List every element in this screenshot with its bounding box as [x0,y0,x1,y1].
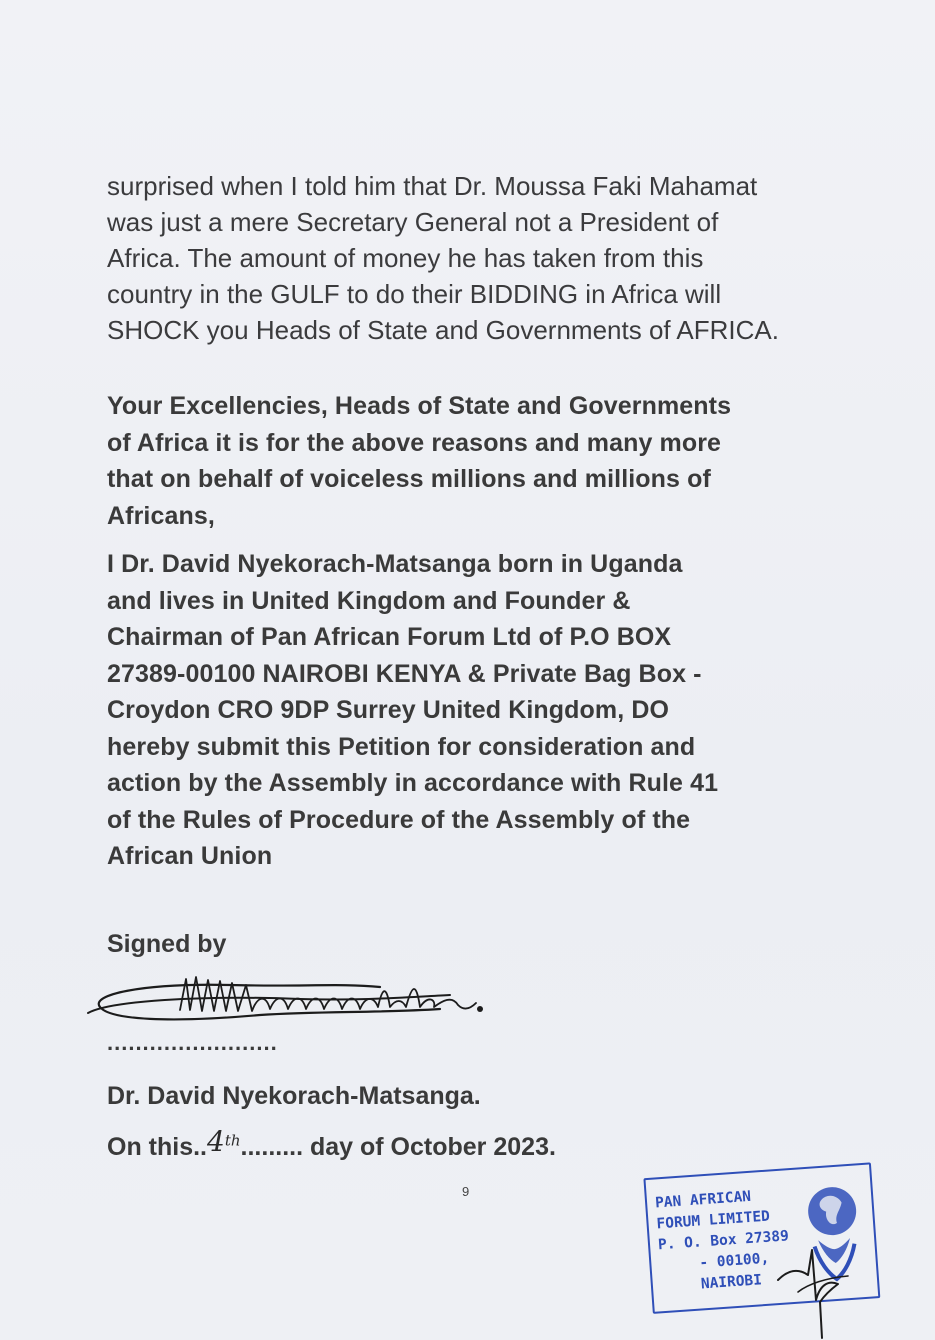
signer-name: Dr. David Nyekorach-Matsanga. [107,1082,481,1110]
date-line [107,1125,556,1162]
stamp-line: FORUM LIMITED [656,1208,771,1233]
stamp-initials-scribble [768,1240,858,1340]
stamp-line: NAIROBI [700,1272,763,1293]
body-paragraph-1: surprised when I told him that Dr. Moussa Faki Mahamat was just a mere Secretary General not a President of Africa. The amount of money he has taken from this country in the GULF to do their BIDDING in Africa will SHOCK you Heads of State and Governments of AFRICA. [107,171,779,345]
date-dots: ......... [240,1133,304,1161]
handwritten-day-suffix: th [224,1131,241,1150]
handwritten-day: 4 [207,1125,225,1158]
page-number: 9 [462,1184,470,1199]
date-rest: day of October 2023. [303,1133,556,1161]
body-paragraph-3: I Dr. David Nyekorach-Matsanga born in Uganda and lives in United Kingdom and Founder & Chairman of Pan African Forum Ltd of P.O BOX 27389-00100 NAIROBI KENYA & Private Bag Box - Croydon CRO 9DP Surrey United Kingdom, DO hereby submit this Petition for consideration and action by the Assembly in accordance with Rule 41 of the Rules of Procedure of the Assembly of the African Union [107,550,719,870]
stamp-line: - 00100, [698,1250,770,1272]
stamp-line: P. O. Box 27389 [657,1228,790,1254]
signed-by-label: Signed by [107,930,227,958]
body-paragraph-2: Your Excellencies, Heads of State and Governments of Africa it is for the above reasons and many more that on behalf of voiceless millions and millions of Africans, [107,392,732,530]
date-prefix: On this.. [107,1133,207,1161]
signature-dotted-line: ........................ [107,1030,278,1055]
stamp-line: PAN AFRICAN [654,1188,752,1212]
